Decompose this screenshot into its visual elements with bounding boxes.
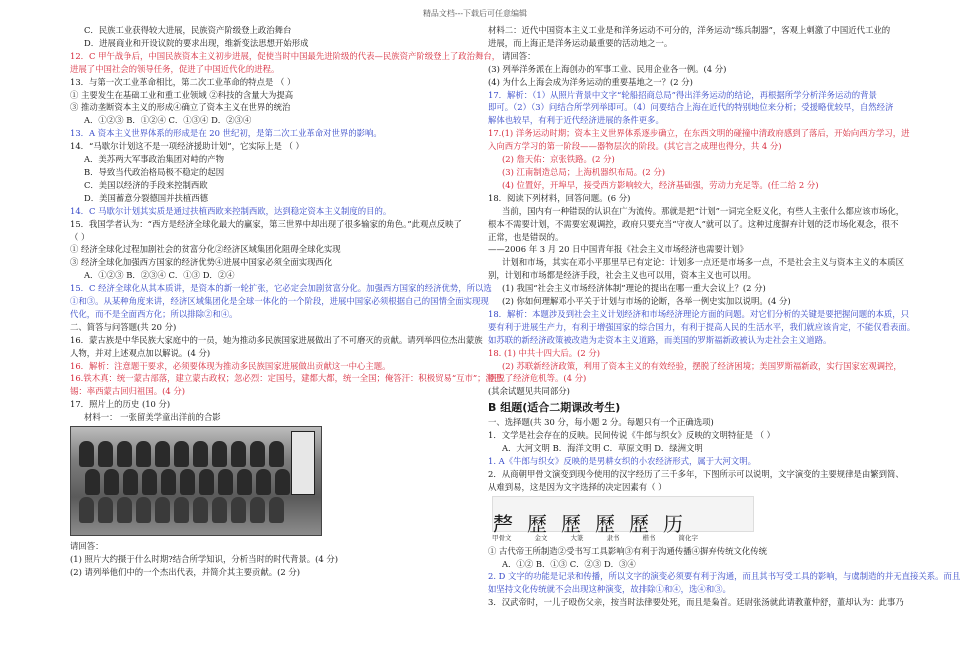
text-line: 16．蒙古族是中华民族大家庭中的一员，她为推动多民族国家进展做出了不可磨灭的贡献。请列举四位杰出蒙族 <box>70 334 483 345</box>
photo-figure <box>155 441 170 467</box>
text-line: 入向西方学习的第一阶段——器物层次的阶段。(其它言之成理也得分，共 4 分) <box>488 141 782 152</box>
text-line: 18. (1) 中共十四大后。(2 分) <box>488 347 601 358</box>
text-line: 别，计划和市场都是经济手段，社会主义也可以用，资本主义也可以用。 <box>488 270 756 281</box>
photo-figure <box>79 497 94 523</box>
photo-figure <box>85 469 100 495</box>
text-line: A．大河文明 B．海洋文明 C．草原文明 D．绿洲文明 <box>502 443 703 454</box>
script-glyph: 歷 <box>595 511 615 536</box>
script-glyph: 𠩺 <box>493 511 513 536</box>
text-line: 材料二：近代中国资本主义工业是和洋务运动不可分的，洋务运动“练兵制器”，客观上刺激了中国近代工业的 <box>488 25 891 35</box>
text-line: (3) 列举洋务派在上海创办的军事工业、民用企业各一例。(4 分) <box>488 63 727 74</box>
text-line: D．美国蓄意分裂德国并扶植西德 <box>84 192 208 203</box>
text-line: 计划和市场，其实在邓小平那里早已有定论：计划多一点还是市场多一点，不是社会主义与资本主义的本质区 <box>502 257 904 268</box>
text-line: 14．“马歇尔计划这不是一项经济援助计划”，它实际上是 （ ） <box>70 141 304 152</box>
photo-figure <box>117 441 132 467</box>
text-line: (3) 江南制造总局；上海机器织布局。(2 分) <box>502 166 666 177</box>
text-line: (2) 请列举他们中的一个杰出代表，并简介其主要贡献。(2 分) <box>70 566 301 577</box>
text-line: 二、简答与问答题(共 20 分) <box>70 321 177 332</box>
left-after-lines <box>70 540 470 579</box>
text-line: 正常，也是错误的。 <box>488 231 564 242</box>
photo-figure <box>117 497 132 523</box>
script-label: 楷书 <box>642 533 656 542</box>
text-line: 15．我国学者认为：“西方是经济全球化最大的赢家，第三世界中却出现了很多输家的角色。”此观点反映了 <box>70 218 462 229</box>
photo-figure <box>237 469 252 495</box>
text-line: 17.(1) 洋务运动时期；资本主义世界体系逐步确立，在东西文明的碰撞中清政府感到了落后，开始向西方学习，进 <box>488 128 910 139</box>
text-line: 如坚持文化传统就不会出现这种演变，故排除①和④，选④和③。 <box>488 584 731 595</box>
text-line: 2．从商朝甲骨文演变到现今使用的汉字经历了三千多年，下图所示可以说明，文字演变的主要规律是由繁到简、 <box>488 468 904 479</box>
script-label: 隶书 <box>606 533 620 542</box>
script-label: 金文 <box>534 533 548 542</box>
photo-figure <box>174 441 189 467</box>
text-line: 17．照片上的历史 (10 分) <box>70 399 171 410</box>
text-line: (2) 詹天佑：京张铁路。(2 分) <box>502 154 615 165</box>
text-line: (4) 位置好，开埠早，接受西方影响较大，经济基础强，劳动力充足等。(任二给 2 分) <box>502 179 819 190</box>
text-line: ——2006 年 3 月 20 日中国青年报《社会主义市场经济也需要计划》 <box>488 244 748 255</box>
photo-signboard <box>291 431 315 495</box>
photo-figure <box>231 441 246 467</box>
text-line: 人物，并对上述观点加以解说。(4 分) <box>70 347 211 358</box>
text-line: A．①②③ B．①②④ C．①③④ D．②③④ <box>84 115 252 126</box>
text-line: 锡：率西蒙古回归祖国。(4 分) <box>70 386 186 397</box>
text-line: A．美苏两大军事政治集团对峙的产物 <box>84 154 225 165</box>
text-line: D．进展商业和开设议院的要求出现，维新变法思想开始形成 <box>84 37 309 48</box>
text-line: 14．C 马歇尔计划其实质是通过扶植西欧来控制西欧，达到稳定资本主义制度的目的。 <box>70 205 392 216</box>
photo-figure <box>180 469 195 495</box>
text-line: C．民族工业获得较大进展，民族资产阶级登上政治舞台 <box>84 25 292 35</box>
text-line: ① 古代帝王所制造②受书写工具影响③有利于沟通传播④摒弃传统文化传统 <box>488 545 768 556</box>
photo-figure <box>218 469 233 495</box>
text-line: ③ 经济全球化加强西方国家的经济优势④进展中国家必须全面实现西化 <box>70 257 333 268</box>
text-line: 材料一： 一张留美学童出洋前的合影 <box>84 412 221 423</box>
right-after-lines <box>488 416 904 493</box>
text-line: B．导致当代政治格局极不稳定的起因 <box>84 166 225 177</box>
text-line: 1．文学是社会存在的反映。民间传说《牛郎与织女》反映的文明特征是 （ ） <box>488 430 776 441</box>
photo-figure <box>212 441 227 467</box>
photo-figure <box>123 469 138 495</box>
photo-figure <box>275 469 290 495</box>
right-end-lines <box>488 545 960 610</box>
text-line: 13．A 资本主义世界体系的形成是在 20 世纪初，是第二次工业革命对世界的影响。 <box>70 128 382 139</box>
script-glyph: 歷 <box>561 511 581 536</box>
photo-figure <box>193 497 208 523</box>
text-line: 请回答： <box>502 50 536 61</box>
text-line: 18．解析：本题涉及到社会主义计划经济和市场经济理论方面的问题。对它们分析的关键是要把握问题的本质，只 <box>488 308 910 319</box>
photo-figure <box>212 497 227 523</box>
text-line: 16.铁木真：统一蒙古部落，建立蒙古政权；忽必烈：定国号，建都大都，统一全国；俺答汗：积极贸易“互市”；渥巴 <box>70 373 503 384</box>
text-line: 即可。（2）（3）问结合所学列举即可。（4）问要结合上海在近代的特别地位来分析；受援略优较早，自然经济 <box>488 102 894 113</box>
photo-figure <box>231 497 246 523</box>
text-line: (1) 我国“社会主义市场经济体制”理论的提出在哪一重大会议上？(2 分) <box>502 283 766 294</box>
text-line: (4) 为什么上海会成为洋务运动的重要基地之一？(2 分) <box>488 76 693 87</box>
script-label: 甲骨文 <box>492 533 512 542</box>
text-line: 17．解析：（1）从照片背景中文字“轮船招商总局”得出洋务运动的结论，再根据所学分析洋务运动的背景 <box>488 89 877 100</box>
photo-figure <box>79 441 94 467</box>
photo-figure <box>250 441 265 467</box>
photo-figure <box>256 469 271 495</box>
text-line: (其余试题见共同部分) <box>488 386 570 397</box>
photo-figure <box>269 441 284 467</box>
script-label: 简化字 <box>678 533 698 542</box>
right-column <box>488 24 960 609</box>
text-line: C．美国以经济的手段来控制西欧 <box>84 179 208 190</box>
text-line: 进展了中国社会的领导任务，促进了中国近代化的进程。 <box>70 63 280 74</box>
text-line: 一、选择题(共 30 分，每小题 2 分。每题只有一个正确选项) <box>488 417 714 428</box>
text-line: 请回答： <box>70 541 104 552</box>
photo-figure <box>136 497 151 523</box>
page-header: 精品文档---下载后可任意编辑 <box>422 9 528 18</box>
script-glyph: 歷 <box>629 511 649 536</box>
text-line: ③ 推动垄断资本主义的形成④确立了资本主义在世界的统治 <box>70 102 291 113</box>
script-label: 大篆 <box>570 533 584 542</box>
text-line: (1) 照片大约摄于什么时期?结合所学知识，分析当时的时代背景。(4 分) <box>70 554 339 564</box>
text-line: 18．阅读下列材料，回答问题。(6 分) <box>488 192 631 203</box>
photo-figure <box>155 497 170 523</box>
text-line: 解体也较早，有利于近代经济进展的条件更多。 <box>488 115 664 126</box>
left-lines <box>70 24 503 424</box>
text-line: ① 主要发生在基础工业和重工业领域 ②科技的含量大为提高 <box>70 89 294 100</box>
text-line: 要有利于进展生产力，有利于增强国家的综合国力，有利于提高人民的生活水平，我们就应该肯定，不能仅看表面。 <box>488 321 916 332</box>
photo-figure <box>269 497 284 523</box>
photo-figure <box>136 441 151 467</box>
text-line: 16．解析：注意题干要求，必须要体现为推动多民族国家进展做出贡献这一中心主题。 <box>70 360 391 371</box>
script-glyph: 歷 <box>527 511 547 536</box>
photo-figure <box>161 469 176 495</box>
text-line: 2. D 文字的功能是记录和传播，所以文字的演变必须要有利于沟通，而且其书写受工具的影响，与虞制造的并无直接关系。而且 <box>488 571 960 582</box>
text-line: (2) 你如何理解邓小平关于计划与市场的论断，各举一例史实加以说明。(4 分) <box>502 296 791 307</box>
photo-figure <box>174 497 189 523</box>
text-line: 1. A《牛郎与织女》反映的是男耕女织的小农经济形式，属于大河文明。 <box>488 456 756 466</box>
text-line: 12．C 甲午战争后，中国民族资本主义初步进展，促使当时中国最先进阶级的代表—民族资产阶级登上了政治舞台， <box>70 50 501 61</box>
text-line: ①和③。从某种角度来讲，经济区域集团化是全球一体化的一个阶段，进展中国家必须根据自己的国情全面实现现 <box>70 296 489 307</box>
script-glyph: 历 <box>663 511 683 536</box>
text-line: (2) 苏联新经济政策，利用了资本主义的有效经验，摆脱了经济困境；美国罗斯福新政，实行国家宏观调控， <box>502 360 902 371</box>
photo-figure <box>104 469 119 495</box>
text-line: 进展，而上海正是洋务运动最重要的活动地之一。 <box>488 37 673 48</box>
text-line: 如苏联的新经济政策被改造为走资本主义道路，而美国的罗斯福新政被认为走社会主义道路。 <box>488 334 832 345</box>
text-line: （ ） <box>70 231 90 242</box>
photo-figure <box>193 441 208 467</box>
photo-figure <box>199 469 214 495</box>
text-line: ① 经济全球化过程加剧社会的贫富分化②经济区域集团化阻碍全球化实现 <box>70 244 341 255</box>
text-line: A．①②③ B．②③④ C．①③ D．②④ <box>84 270 235 281</box>
photo-figure <box>142 469 157 495</box>
text-line: A．①② B．①③ C．②③ D．③④ <box>502 558 636 569</box>
text-line: 13．与第一次工业革命相比，第二次工业革命的特点是 （ ） <box>70 76 296 87</box>
text-line: 从难到易，这是因为文字选择的决定因素有（ ） <box>488 481 667 492</box>
text-line: 当前，国内有一种错误的认识在广为流传。那就是把“计划”一词完全贬义化，有些人主张什么都应该市场化， <box>502 205 905 216</box>
text-line: 3．汉武帝时，一儿子殴伤父亲，按当时法律要处死，而且是枭首。廷尉张汤就此请教董仲舒，董却认为：此事乃 <box>488 597 904 608</box>
photo-figure <box>250 497 265 523</box>
text-line: 代化，而不是全面西方化；所以排除②和④。 <box>70 308 238 319</box>
section-b-title: B 组题(适合二期课改考生) <box>488 401 621 415</box>
photo-students <box>70 426 322 536</box>
photo-figure <box>98 441 113 467</box>
text-line: 根本不需要计划，不需要宏观调控，政府只要充当“守夜人”就可以了。这种过度摒弃计划的泛市场化观念，很不 <box>488 218 899 229</box>
text-line: 摆脱了经济危机等。(4 分) <box>488 373 587 384</box>
photo-figure <box>98 497 113 523</box>
script-evolution-figure <box>492 496 754 536</box>
right-lines <box>488 24 916 398</box>
text-line: 15．C 经济全球化从其本质讲，是资本的新一轮扩张，它必定会加剧贫富分化。加强西方国家的经济优势，所以选 <box>70 283 492 294</box>
